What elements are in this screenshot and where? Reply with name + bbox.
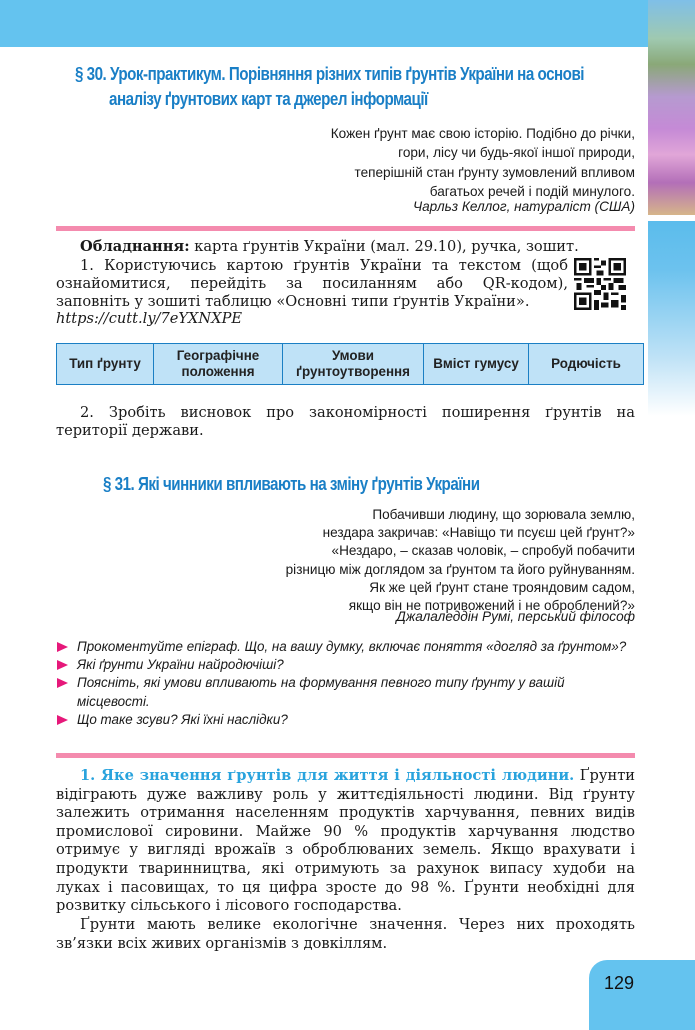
epigraph-line: різницю між доглядом за ґрунтом та його руйнуванням. [285,561,635,577]
soil-importance-paragraph [56,767,635,916]
question-item [56,656,635,674]
side-gradient-tab [648,221,695,416]
epigraph-rumi [286,506,635,615]
ecology-paragraph: Ґрунти мають велике екологічне значення. Через них проходять зв’язки всіх живих організмів з довкіллям. [56,916,635,952]
epigraph-line: якщо він не потривожений і не оброблений?» [348,598,635,614]
epigraph-line: «Нездаро, – сказав чоловік, – спробуй побачити [331,543,635,559]
task-1: 1. Користуючись картою ґрунтів України та текстом (щоб ознайомитися, перейдіть за посиланням або QR-кодом), заповніть у зошиті таблицю «Основні типи ґрунтів України». [56,257,568,311]
triangle-bullet-icon [57,642,68,652]
triangle-bullet-icon [57,715,68,725]
triangle-bullet-icon [57,660,68,670]
section-30-title-line1: § 30. Урок-практикум. Порівняння різних типів ґрунтів України на основі [75,63,585,84]
epigraph-line: багатьох речей і подій минулого. [429,183,635,199]
divider-rule [56,753,635,758]
top-color-band [0,0,648,47]
table-header-row [57,344,644,385]
divider-rule [56,226,635,231]
question-item [56,711,635,729]
epigraph-line: нездара закричав: «Навіщо ти псуєш цей ґрунт?» [322,525,635,541]
table-header-cell: Умови ґрунтоутворення [283,344,424,385]
question-text: Що таке зсуви? Які їхні наслідки? [77,711,288,727]
question-item [56,638,635,656]
section-31-title: § 31. Які чинники впливають на зміну ґрунтів України [103,473,480,494]
question-text: Які ґрунти України найродючіші? [77,657,284,673]
paragraph-text: Ґрунти відіграють дуже важливу роль у життєдіяльності людини. Від ґрунту залежить отримання населенням продуктів харчування, певних видів промислової сировини. Майже 90 % продуктів харчування людство отримує у вигляді врожаїв з оброблюваних земель. Якщо врахувати і продукти тваринництва, які отримують за рахунок випасу худоби на луках і пасовищах, то ця цифра зросте до 98 %. Ґрунти необхідні для розвитку сільського і лісового господарства. [56,767,636,915]
epigraph-kellogg [331,124,635,201]
epigraph-line: гори, лісу чи будь-якої іншої природи, [398,145,635,161]
equipment-label: Обладнання: [80,238,190,255]
epigraph-author-kellogg: Чарльз Келлог, натураліст (США) [412,199,635,214]
epigraph-line: Як же цей ґрунт стане трояндовим садом, [369,579,635,595]
triangle-bullet-icon [57,678,68,688]
soil-types-table [56,343,644,385]
question-item [56,674,635,710]
equipment-paragraph [56,238,635,256]
crocus-meadow-photo [648,0,695,215]
discussion-questions [56,638,635,729]
table-header-cell: Тип ґрунту [57,344,154,385]
table-header-cell: Вміст гумусу [424,344,529,385]
task-2: 2. Зробіть висновок про закономірності поширення ґрунтів на території держави. [56,404,635,440]
epigraph-line: теперішній стан ґрунту зумовлений впливом [354,164,635,180]
epigraph-line: Кожен ґрунт має свою історію. Подібно до річки, [330,126,635,141]
question-text: Прокоментуйте епіграф. Що, на вашу думку, включає поняття «догляд за ґрунтом»? [77,639,627,654]
question-text: Поясніть, які умови впливають на формування певного типу ґрунту у вашій місцевості. [77,675,565,709]
section-30-title-line2: аналізу ґрунтових карт та джерел інформації [109,88,428,109]
table-header-cell: Родючість [529,344,644,385]
epigraph-line: Побачивши людину, що зорювала землю, [372,507,635,522]
subsection-heading: 1. Яке значення ґрунтів для життя і діяльності людини. [80,767,575,784]
page-number: 129 [604,973,635,993]
resource-link[interactable]: https://cutt.ly/7eYXNXPE [56,310,243,327]
epigraph-author-rumi: Джалаледдін Румі, перський філософ [396,609,635,624]
equipment-text: карта ґрунтів України (мал. 29.10), ручка, зошит. [189,238,579,255]
qr-code-icon[interactable] [574,258,626,310]
table-header-cell: Географічне положення [154,344,283,385]
page-number-tab [589,960,695,1030]
